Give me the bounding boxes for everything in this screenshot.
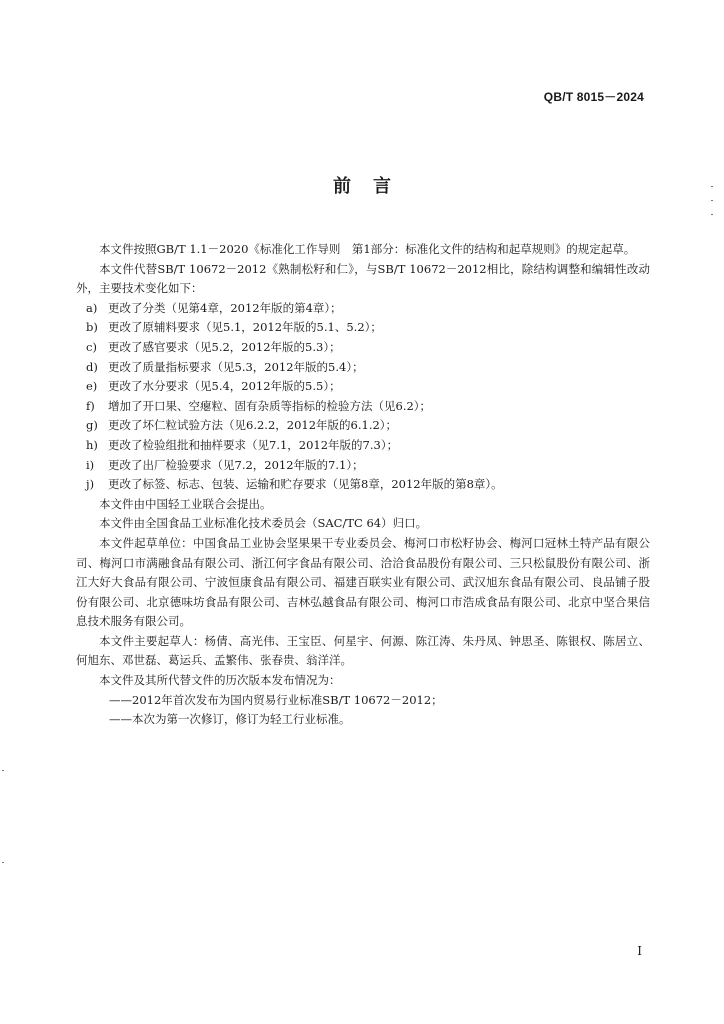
- list-item-text: 更改了坏仁粒试验方法（见6.2.2，2012年版的6.1.2）；: [108, 418, 398, 433]
- list-item-text: 更改了标签、标志、包装、运输和贮存要求（见第8章，2012年版的第8章）。: [108, 477, 503, 492]
- history-item: ——本次为第一次修订，修订为轻工行业标准。: [109, 712, 351, 727]
- list-item-label: j): [86, 477, 95, 492]
- list-item: [76, 358, 650, 378]
- list-item-label: b): [86, 320, 98, 335]
- list-item: [76, 377, 650, 397]
- standard-code: QB/T 8015－2024: [543, 90, 644, 104]
- list-item: [76, 299, 650, 319]
- list-item: [76, 318, 650, 338]
- page-number: I: [637, 944, 642, 958]
- list-item-label: d): [86, 359, 98, 374]
- list-item-label: e): [86, 379, 98, 394]
- scan-edge-mark: [2, 770, 4, 771]
- list-item-text: 更改了质量指标要求（见5.3，2012年版的5.4）；: [108, 359, 364, 374]
- list-item: [76, 456, 650, 476]
- paragraph-drafting-basis: 本文件按照GB/T 1.1－2020《标准化工作导则 第1部分：标准化文件的结构和起草规则》的规定起草。: [99, 242, 636, 256]
- list-item-label: f): [86, 398, 95, 413]
- list-item-label: g): [86, 418, 98, 433]
- scan-edge-mark: [2, 862, 4, 863]
- paragraph-drafters: 本文件主要起草人：杨倩、高光伟、王宝臣、何星宇、何源、陈江涛、朱丹凤、钟思圣、陈银权、陈居立、何旭东、邓世磊、葛运兵、孟繁伟、张春贵、翁洋洋。: [76, 633, 650, 668]
- list-item: [76, 416, 650, 436]
- list-item: [76, 475, 650, 495]
- list-item-label: h): [86, 437, 98, 452]
- list-item: [76, 338, 650, 358]
- document-body: [76, 240, 650, 730]
- paragraph-committee: 本文件由全国食品工业标准化技术委员会（SAC/TC 64）归口。: [99, 516, 428, 531]
- paragraph-drafting-units: 本文件起草单位：中国食品工业协会坚果果干专业委员会、梅河口市松籽协会、梅河口冠林土特产品有限公司、梅河口市满融食品有限公司、浙江何字食品有限公司、洽洽食品股份有限公司、三只松鼠股份有限公司、浙江大好大食品有限公司、宁波恒康食品有限公司、福建百联实业有限公司、武汉旭东食品有限公司、良品铺子股份有限公司、北京德味坊食品有限公司、吉林弘越食品有限公司、梅河口市浩成食品有限公司、北京中坚合果信息技术服务有限公司。: [76, 535, 650, 629]
- history-item: ——2012年首次发布为国内贸易行业标准SB/T 10672－2012；: [109, 692, 443, 707]
- list-item-text: 更改了水分要求（见5.4，2012年版的5.5）；: [108, 379, 341, 394]
- list-item-label: a): [86, 300, 98, 315]
- list-item-label: c): [86, 339, 97, 354]
- list-item-text: 增加了开口果、空瘪粒、固有杂质等指标的检验方法（见6.2）；: [108, 398, 432, 413]
- scan-edge-mark: [711, 214, 713, 215]
- list-item-text: 更改了出厂检验要求（见7.2，2012年版的7.1）；: [108, 457, 364, 472]
- list-item: [76, 436, 650, 456]
- paragraph-replacement: 本文件代替SB/T 10672－2012《熟制松籽和仁》，与SB/T 10672－2012相比，除结构调整和编辑性改动外，主要技术变化如下：: [76, 261, 650, 296]
- list-item-text: 更改了检验组批和抽样要求（见7.1，2012年版的7.3）；: [108, 437, 399, 452]
- scan-edge-mark: [711, 186, 713, 187]
- list-item-label: i): [86, 457, 95, 472]
- paragraph-proposer: 本文件由中国轻工业联合会提出。: [99, 496, 272, 511]
- list-item: [76, 397, 650, 417]
- list-item-text: 更改了原辅料要求（见5.1，2012年版的5.1、5.2）；: [108, 320, 382, 335]
- scan-edge-mark: [711, 200, 713, 201]
- page-title: 前言: [333, 176, 413, 197]
- paragraph-history-intro: 本文件及其所代替文件的历次版本发布情况为：: [99, 673, 341, 688]
- changes-list: [76, 299, 650, 495]
- list-item-text: 更改了分类（见第4章，2012年版的第4章）；: [108, 300, 342, 315]
- list-item-text: 更改了感官要求（见5.2，2012年版的5.3）；: [108, 339, 341, 354]
